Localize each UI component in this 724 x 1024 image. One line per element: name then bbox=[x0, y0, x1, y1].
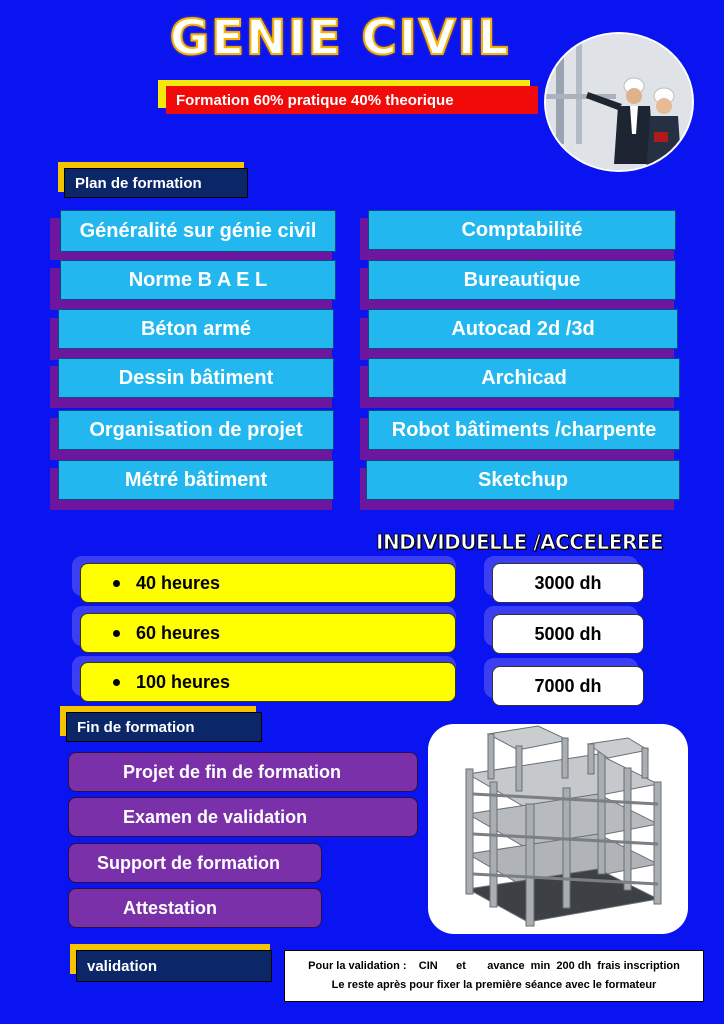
price-100: 7000 dh bbox=[492, 666, 644, 706]
plan-item-comptabilite: Comptabilité bbox=[368, 210, 676, 250]
plan-item-archicad: Archicad bbox=[368, 358, 680, 398]
fin-item-projet: Projet de fin de formation bbox=[68, 752, 418, 792]
validation-note bbox=[284, 950, 704, 1002]
bullet-icon bbox=[113, 580, 120, 587]
fin-item-examen: Examen de validation bbox=[68, 797, 418, 837]
hours-label: 60 heures bbox=[136, 622, 221, 643]
concrete-frame-illustration bbox=[428, 724, 688, 934]
hours-option-60 bbox=[80, 613, 456, 653]
page-title: GENIE CIVIL bbox=[169, 10, 511, 66]
hours-label: 100 heures bbox=[136, 671, 231, 692]
building-structure-image bbox=[428, 724, 688, 934]
plan-item-beton-arme: Béton armé bbox=[58, 309, 334, 349]
plan-item-sketchup: Sketchup bbox=[366, 460, 680, 500]
individuelle-header: INDIVIDUELLE /ACCELEREE bbox=[376, 530, 664, 554]
validation-header: validation bbox=[76, 950, 272, 982]
hours-option-40 bbox=[80, 563, 456, 603]
plan-item-bureautique: Bureautique bbox=[368, 260, 676, 300]
engineers-photo bbox=[544, 32, 694, 172]
plan-item-organisation-projet: Organisation de projet bbox=[58, 410, 334, 450]
plan-item-dessin-batiment: Dessin bâtiment bbox=[58, 358, 334, 398]
engineers-illustration bbox=[546, 34, 694, 172]
validation-note-line2: Le reste après pour fixer la première séance avec le formateur bbox=[331, 979, 657, 991]
hours-option-100 bbox=[80, 662, 456, 702]
validation-note-line1: Pour la validation : CIN et avance min 200 dh frais inscription bbox=[308, 960, 680, 972]
plan-item-autocad: Autocad 2d /3d bbox=[368, 309, 678, 349]
plan-item-metre-batiment: Métré bâtiment bbox=[58, 460, 334, 500]
price-40: 3000 dh bbox=[492, 563, 644, 603]
fin-item-support: Support de formation bbox=[68, 843, 322, 883]
subtitle-banner: Formation 60% pratique 40% theorique bbox=[166, 86, 538, 114]
fin-item-attestation: Attestation bbox=[68, 888, 322, 928]
plan-item-norme-bael: Norme B A E L bbox=[60, 260, 336, 300]
bullet-icon bbox=[113, 630, 120, 637]
price-60: 5000 dh bbox=[492, 614, 644, 654]
plan-item-generalite: Généralité sur génie civil bbox=[60, 210, 336, 252]
fin-header: Fin de formation bbox=[66, 712, 262, 742]
hours-label: 40 heures bbox=[136, 572, 221, 593]
plan-header: Plan de formation bbox=[64, 168, 248, 198]
plan-item-robot: Robot bâtiments /charpente bbox=[368, 410, 680, 450]
bullet-icon bbox=[113, 679, 120, 686]
